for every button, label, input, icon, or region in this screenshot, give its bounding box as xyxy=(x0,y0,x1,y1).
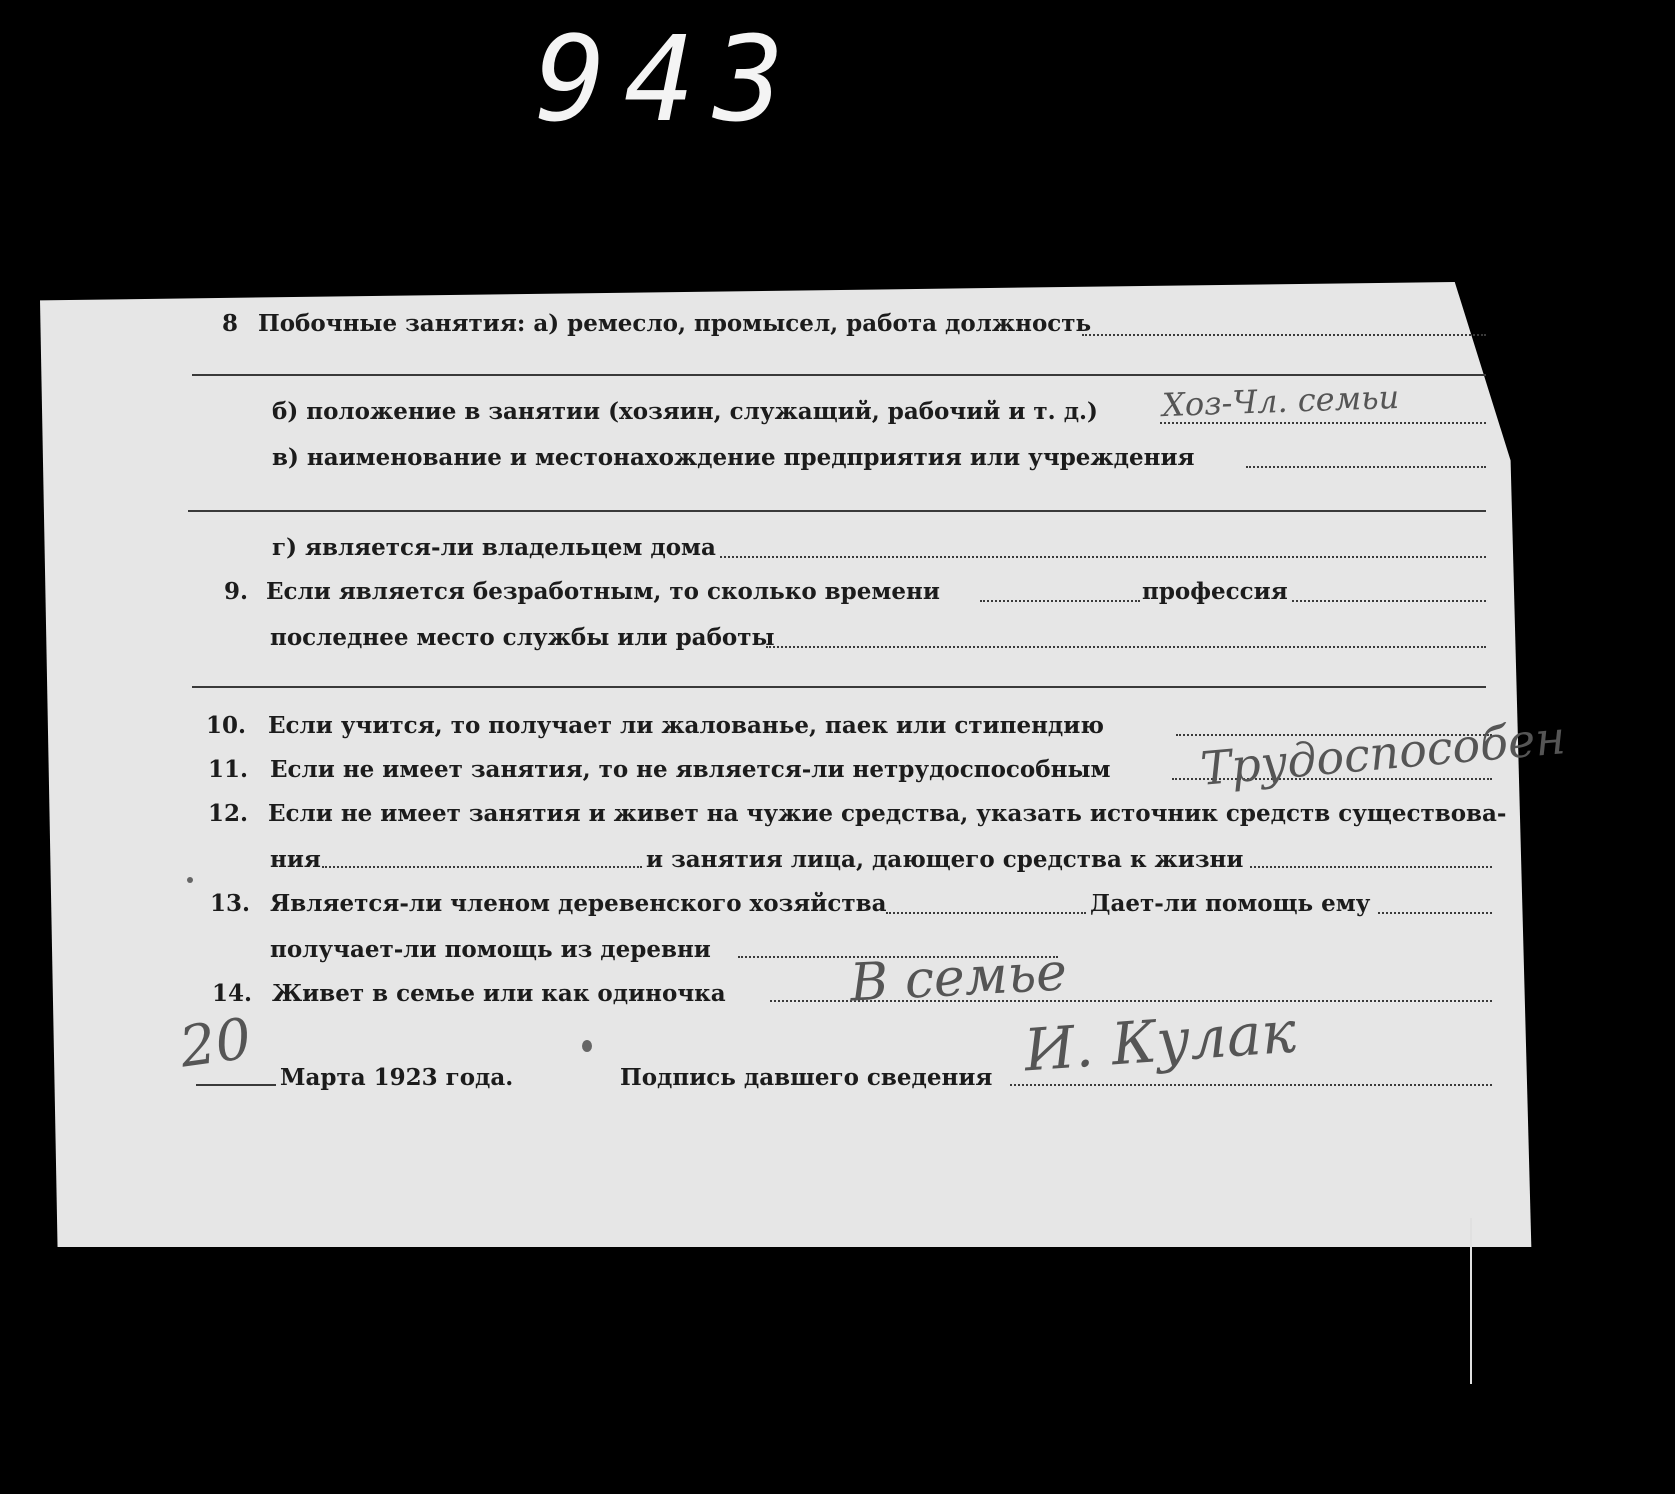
q11-label: Если не имеет занятия, то не является-ли нетрудоспособным xyxy=(270,756,1111,783)
q9-last-job-line xyxy=(766,646,1486,648)
q14-handwritten-answer: В семье xyxy=(848,942,1069,1014)
q13-line2-label: получает-ли помощь из деревни xyxy=(270,936,711,963)
q9-profession-label: профессия xyxy=(1142,578,1288,605)
q13-help-line xyxy=(1378,912,1492,914)
q9-time-line xyxy=(980,600,1140,602)
q8v-label: в) наименование и местонахождение предприятия или учреждения xyxy=(272,444,1195,471)
q8-number: 8 xyxy=(222,310,239,337)
handwritten-signature: И. Кулак xyxy=(1021,997,1299,1085)
date-day-line xyxy=(196,1084,276,1086)
q8b-handwritten-answer: Хоз-Чл. семьи xyxy=(1161,377,1400,425)
q9-line2-label: последнее место службы или работы xyxy=(270,624,775,651)
q8a-answer-line xyxy=(1082,334,1486,336)
q8a-continuation-line xyxy=(192,374,1486,376)
q14-number: 14. xyxy=(212,980,253,1007)
ink-dot xyxy=(187,877,193,883)
q12-source-line xyxy=(322,866,642,868)
film-edge-mark xyxy=(1470,1218,1472,1384)
date-text: Марта 1923 года. xyxy=(280,1064,514,1091)
q10-number: 10. xyxy=(206,712,247,739)
q12-number: 12. xyxy=(208,800,249,827)
q10-label: Если учится, то получает ли жалованье, паек или стипендию xyxy=(268,712,1104,739)
q11-handwritten-answer: Трудоспособен xyxy=(1198,710,1568,796)
q13-member-line xyxy=(886,912,1086,914)
q12-line2b-label: и занятия лица, дающего средства к жизни xyxy=(646,846,1244,873)
q12-line2a-label: ния xyxy=(270,846,321,873)
q12-line1-label: Если не имеет занятия и живет на чужие средства, указать источник средств существова- xyxy=(268,800,1507,827)
q9-line1-label: Если является безработным, то сколько времени xyxy=(266,578,940,605)
ink-stain xyxy=(582,1040,592,1052)
q8g-answer-line xyxy=(720,556,1486,558)
q8v-answer-line xyxy=(1246,466,1486,468)
q8g-label: г) является-ли владельцем дома xyxy=(272,534,716,561)
frame-number: 943 xyxy=(535,10,803,148)
q11-number: 11. xyxy=(208,756,249,783)
q8a-label: Побочные занятия: а) ремесло, промысел, работа должность xyxy=(258,310,1092,337)
q8v-continuation-line xyxy=(188,510,1486,512)
q9-profession-line xyxy=(1292,600,1486,602)
signature-label: Подпись давшего сведения xyxy=(620,1064,993,1091)
signature-line xyxy=(1010,1084,1492,1086)
q8b-label: б) положение в занятии (хозяин, служащий, рабочий и т. д.) xyxy=(272,398,1098,425)
q13-line1b-label: Дает-ли помощь ему xyxy=(1090,890,1371,917)
date-day-handwritten: 20 xyxy=(175,1006,256,1081)
q14-label: Живет в семье или как одиночка xyxy=(272,980,726,1007)
q9-continuation-line xyxy=(192,686,1486,688)
q13-line1a-label: Является-ли членом деревенского хозяйства xyxy=(270,890,887,917)
q13-number: 13. xyxy=(210,890,251,917)
q12-provider-line xyxy=(1250,866,1492,868)
q9-number: 9. xyxy=(224,578,249,605)
